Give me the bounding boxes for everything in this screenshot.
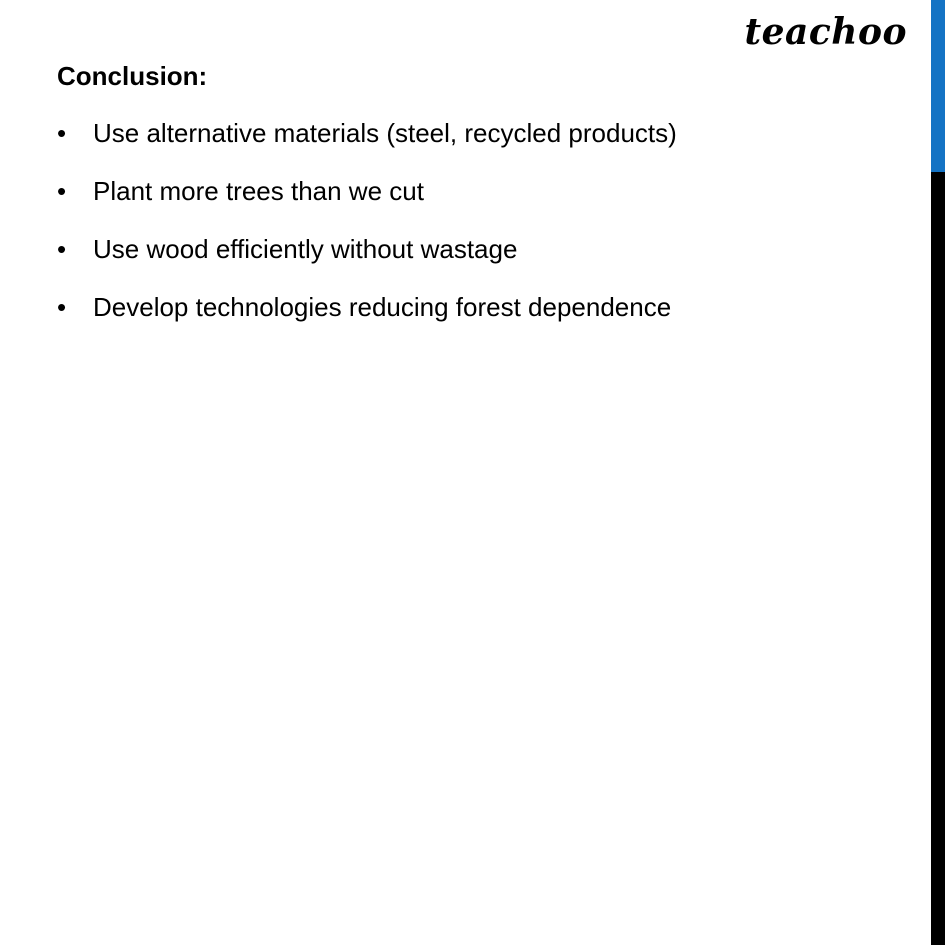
conclusion-heading: Conclusion: [57, 61, 208, 91]
bullet-text: Use wood efficiently without wastage [93, 234, 518, 264]
bullet-text: Develop technologies reducing forest dependence [93, 292, 672, 322]
side-accent-bar [931, 0, 945, 172]
list-item [57, 231, 907, 289]
list-item [57, 289, 907, 347]
teachoo-logo: teachoo [744, 11, 907, 53]
bullet-text: Plant more trees than we cut [93, 176, 424, 206]
bullet-list [57, 115, 907, 347]
bullet-icon: • [57, 234, 67, 264]
bullet-icon: • [57, 292, 67, 322]
bullet-icon: • [57, 118, 67, 148]
list-item [57, 173, 907, 231]
bullet-text: Use alternative materials (steel, recycled products) [93, 118, 677, 148]
bullet-icon: • [57, 176, 67, 206]
list-item [57, 115, 907, 173]
